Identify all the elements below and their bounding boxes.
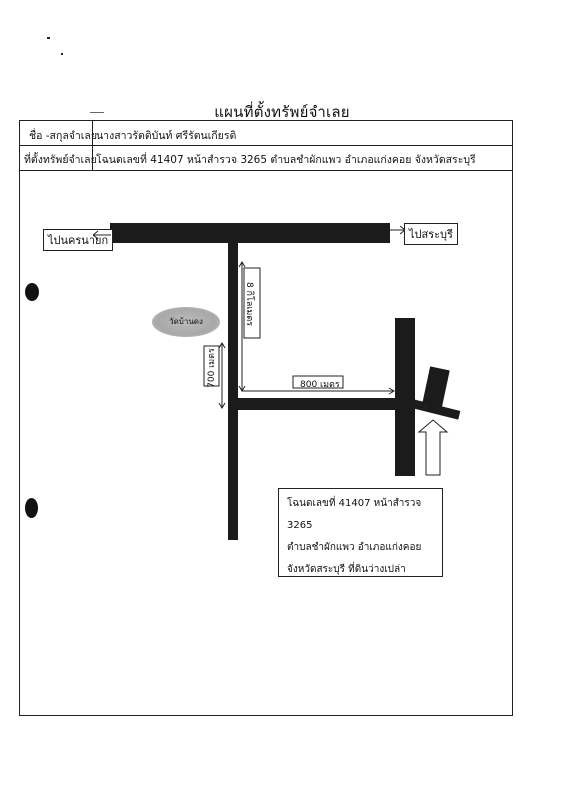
defendant-name-value: นางสาวรัตติบันท์ ศรีรัตนเกียรติ bbox=[96, 130, 237, 142]
distance-8km-label: 8 กิโลเมตร bbox=[244, 281, 254, 327]
temple-landmark: วัดบ้านดง bbox=[152, 307, 220, 337]
defendant-name-label: ชื่อ -สกุลจำเลย bbox=[29, 130, 97, 142]
distance-800m-label: 800 เมตร bbox=[300, 380, 340, 390]
land-description-box bbox=[278, 488, 443, 577]
land-note-line: ตำบลชำผักแพว อำเภอแก่งคอย bbox=[287, 542, 422, 553]
land-note-line: จังหวัดสระบุรี ที่ดินว่างเปล่า bbox=[287, 564, 406, 575]
left-destination-label: ไปนครนายก bbox=[43, 229, 113, 251]
property-location-label: ที่ตั้งทรัพย์จำเลย bbox=[24, 154, 97, 166]
land-note-line: โฉนดเลขที่ 41407 หน้าสำรวจ 3265 bbox=[287, 498, 422, 531]
right-destination-label: ไปสระบุรี bbox=[404, 223, 458, 245]
property-location-value: โฉนดเลขที่ 41407 หน้าสำรวจ 3265 ตำบลชำผักแพว อำเภอแก่งคอย จังหวัดสระบุรี bbox=[96, 154, 476, 166]
distance-700m-label: 700 เมตร bbox=[207, 348, 217, 388]
page-title: แผนที่ตั้งทรัพย์จำเลย bbox=[214, 103, 350, 121]
